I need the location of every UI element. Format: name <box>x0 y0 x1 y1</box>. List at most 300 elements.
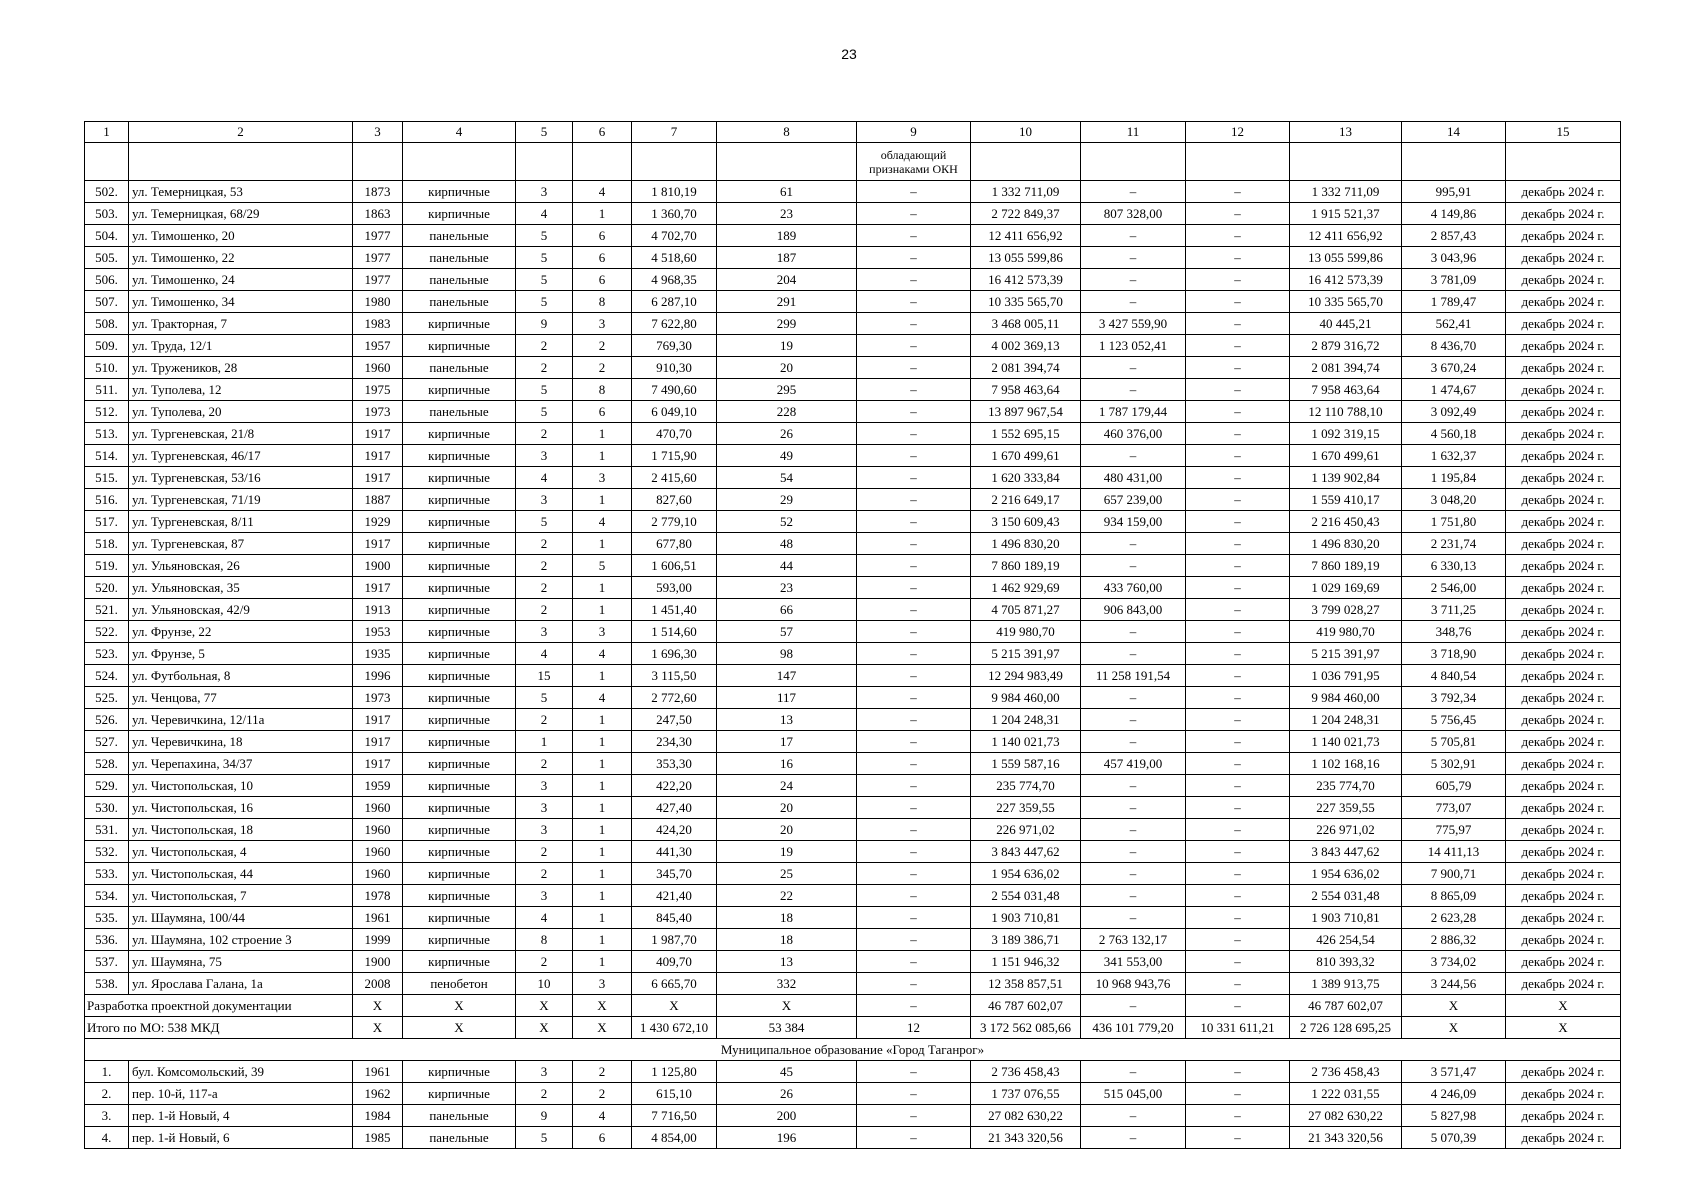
table-cell: – <box>1081 555 1186 577</box>
table-row <box>85 335 1621 357</box>
table-cell: 1 <box>573 775 632 797</box>
table-cell: – <box>1186 467 1290 489</box>
table-cell: 2. <box>85 1083 129 1105</box>
table-cell: – <box>1186 643 1290 665</box>
table-cell: кирпичные <box>403 775 516 797</box>
table-cell: 45 <box>717 1061 857 1083</box>
table-cell: 4 560,18 <box>1402 423 1506 445</box>
table-cell: 845,40 <box>632 907 717 929</box>
table-cell: – <box>1081 445 1186 467</box>
table-cell: 66 <box>717 599 857 621</box>
table-cell: – <box>1081 1061 1186 1083</box>
table-cell: – <box>1186 599 1290 621</box>
table-cell: 508. <box>85 313 129 335</box>
column-number-cell: 1 <box>85 122 129 143</box>
table-cell: 504. <box>85 225 129 247</box>
table-cell: 4 854,00 <box>632 1127 717 1149</box>
table-cell: кирпичные <box>403 335 516 357</box>
table-cell: кирпичные <box>403 467 516 489</box>
table-cell: декабрь 2024 г. <box>1506 951 1621 973</box>
address-cell: ул. Тимошенко, 20 <box>129 225 353 247</box>
table-cell: 49 <box>717 445 857 467</box>
address-cell: ул. Тракторная, 7 <box>129 313 353 335</box>
table-cell: 1 559 410,17 <box>1290 489 1402 511</box>
table-cell: – <box>857 665 971 687</box>
column-number-cell: 15 <box>1506 122 1621 143</box>
table-cell: декабрь 2024 г. <box>1506 577 1621 599</box>
table-cell: 1 102 168,16 <box>1290 753 1402 775</box>
address-cell: ул. Тимошенко, 34 <box>129 291 353 313</box>
municipality-title: Муниципальное образование «Город Таганрог» <box>85 1039 1621 1061</box>
table-cell: 2 546,00 <box>1402 577 1506 599</box>
table-cell: кирпичные <box>403 709 516 731</box>
table-cell: 2 <box>573 1083 632 1105</box>
table-cell: – <box>1081 731 1186 753</box>
table-cell: 5 <box>516 401 573 423</box>
table-cell: декабрь 2024 г. <box>1506 621 1621 643</box>
table-cell: 1977 <box>353 247 403 269</box>
table-cell: 4 149,86 <box>1402 203 1506 225</box>
table-cell: 187 <box>717 247 857 269</box>
table-cell: 1 606,51 <box>632 555 717 577</box>
table-cell: 3 <box>516 797 573 819</box>
table-cell: 807 328,00 <box>1081 203 1186 225</box>
table-cell: 3 189 386,71 <box>971 929 1081 951</box>
table-cell: – <box>1186 511 1290 533</box>
table-cell: 1999 <box>353 929 403 951</box>
table-cell: 3 <box>516 775 573 797</box>
table-cell: кирпичные <box>403 665 516 687</box>
table-cell: – <box>1186 181 1290 203</box>
table-row <box>85 489 1621 511</box>
table-cell: 1957 <box>353 335 403 357</box>
table-cell: 605,79 <box>1402 775 1506 797</box>
table-cell: 1 451,40 <box>632 599 717 621</box>
table-cell: – <box>1186 665 1290 687</box>
column-number-cell: 5 <box>516 122 573 143</box>
table-cell: 422,20 <box>632 775 717 797</box>
table-cell: 1 <box>573 819 632 841</box>
table-cell: панельные <box>403 269 516 291</box>
table-cell: 3 734,02 <box>1402 951 1506 973</box>
address-cell: ул. Шаумяна, 102 строение 3 <box>129 929 353 951</box>
table-cell: 234,30 <box>632 731 717 753</box>
column-number-cell: 9 <box>857 122 971 143</box>
table-cell: 2 <box>516 555 573 577</box>
table-cell: декабрь 2024 г. <box>1506 819 1621 841</box>
table-cell: 1 029 169,69 <box>1290 577 1402 599</box>
address-cell: ул. Ульяновская, 42/9 <box>129 599 353 621</box>
table-cell: 1 092 319,15 <box>1290 423 1402 445</box>
table-cell: 1 915 521,37 <box>1290 203 1402 225</box>
table-cell: 7 860 189,19 <box>971 555 1081 577</box>
table-cell: 1 <box>573 665 632 687</box>
table-cell: декабрь 2024 г. <box>1506 423 1621 445</box>
table-cell: 1935 <box>353 643 403 665</box>
table-cell: панельные <box>403 401 516 423</box>
table-cell: панельные <box>403 1127 516 1149</box>
table-row <box>85 863 1621 885</box>
table-cell: 3 <box>516 819 573 841</box>
empty-header-cell <box>1402 143 1506 181</box>
table-cell: 1. <box>85 1061 129 1083</box>
repair-program-table <box>84 121 1621 1149</box>
table-cell: 200 <box>717 1105 857 1127</box>
table-cell: – <box>857 1061 971 1083</box>
table-row <box>85 599 1621 621</box>
table-cell: – <box>857 489 971 511</box>
table-cell: 12 411 656,92 <box>971 225 1081 247</box>
table-row <box>85 577 1621 599</box>
table-cell: 4 705 871,27 <box>971 599 1081 621</box>
table-cell: 20 <box>717 357 857 379</box>
table-row <box>85 225 1621 247</box>
table-cell: 10 968 943,76 <box>1081 973 1186 995</box>
table-cell: – <box>1186 247 1290 269</box>
address-cell: ул. Чистопольская, 44 <box>129 863 353 885</box>
table-cell: 13 <box>717 709 857 731</box>
table-cell: 1 954 636,02 <box>1290 863 1402 885</box>
table-cell: декабрь 2024 г. <box>1506 1083 1621 1105</box>
table-cell: кирпичные <box>403 753 516 775</box>
table-cell: 1 123 052,41 <box>1081 335 1186 357</box>
table-cell: панельные <box>403 225 516 247</box>
table-cell: 1 514,60 <box>632 621 717 643</box>
table-cell: 1 204 248,31 <box>971 709 1081 731</box>
table-cell: 3 <box>573 973 632 995</box>
table-cell: 1917 <box>353 731 403 753</box>
table-cell: 1 <box>573 489 632 511</box>
address-cell: ул. Туполева, 20 <box>129 401 353 423</box>
table-cell: 3 718,90 <box>1402 643 1506 665</box>
table-cell: 1 496 830,20 <box>971 533 1081 555</box>
table-cell: кирпичные <box>403 489 516 511</box>
table-cell: 532. <box>85 841 129 863</box>
table-cell: 2 081 394,74 <box>1290 357 1402 379</box>
table-cell: 506. <box>85 269 129 291</box>
table-cell: – <box>1186 929 1290 951</box>
table-cell: X <box>1506 995 1621 1017</box>
table-cell: 228 <box>717 401 857 423</box>
table-cell: 2 <box>516 841 573 863</box>
table-cell: 14 411,13 <box>1402 841 1506 863</box>
table-cell: – <box>857 423 971 445</box>
table-cell: – <box>1081 863 1186 885</box>
table-cell: – <box>1081 621 1186 643</box>
table-cell: 2 <box>516 577 573 599</box>
empty-header-cell <box>971 143 1081 181</box>
table-cell: 348,76 <box>1402 621 1506 643</box>
table-cell: X <box>403 1017 516 1039</box>
address-cell: ул. Фрунзе, 22 <box>129 621 353 643</box>
address-cell: ул. Тургеневская, 71/19 <box>129 489 353 511</box>
table-cell: декабрь 2024 г. <box>1506 1061 1621 1083</box>
table-row <box>85 687 1621 709</box>
table-cell: 1900 <box>353 555 403 577</box>
table-cell: – <box>857 687 971 709</box>
table-cell: 5 <box>573 555 632 577</box>
table-cell: 18 <box>717 907 857 929</box>
table-cell: 1985 <box>353 1127 403 1149</box>
table-cell: декабрь 2024 г. <box>1506 555 1621 577</box>
table-cell: 117 <box>717 687 857 709</box>
table-cell: 8 436,70 <box>1402 335 1506 357</box>
table-cell: 5 <box>516 247 573 269</box>
table-cell: 1 737 076,55 <box>971 1083 1081 1105</box>
table-cell: 4 518,60 <box>632 247 717 269</box>
table-row <box>85 621 1621 643</box>
table-cell: 1917 <box>353 445 403 467</box>
table-cell: 1961 <box>353 1061 403 1083</box>
table-cell: кирпичные <box>403 577 516 599</box>
table-cell: 5 <box>516 1127 573 1149</box>
table-cell: 27 082 630,22 <box>971 1105 1081 1127</box>
table-row <box>85 445 1621 467</box>
table-cell: – <box>1186 687 1290 709</box>
table-cell: 480 431,00 <box>1081 467 1186 489</box>
table-cell: 409,70 <box>632 951 717 973</box>
table-cell: 1960 <box>353 357 403 379</box>
table-cell: 4 <box>573 643 632 665</box>
empty-header-cell <box>129 143 353 181</box>
table-cell: 5 302,91 <box>1402 753 1506 775</box>
table-cell: 528. <box>85 753 129 775</box>
table-cell: 6 287,10 <box>632 291 717 313</box>
table-cell: X <box>353 1017 403 1039</box>
table-cell: 470,70 <box>632 423 717 445</box>
table-cell: 7 958 463,64 <box>971 379 1081 401</box>
table-cell: – <box>1186 291 1290 313</box>
table-cell: 3 <box>573 313 632 335</box>
table-cell: декабрь 2024 г. <box>1506 599 1621 621</box>
table-cell: 61 <box>717 181 857 203</box>
table-cell: – <box>1186 621 1290 643</box>
table-cell: 534. <box>85 885 129 907</box>
address-cell: ул. Темерницкая, 53 <box>129 181 353 203</box>
table-cell: 1 151 946,32 <box>971 951 1081 973</box>
table-cell: 2 779,10 <box>632 511 717 533</box>
empty-header-cell <box>353 143 403 181</box>
table-cell: 8 <box>516 929 573 951</box>
table-cell: 527. <box>85 731 129 753</box>
table-cell: – <box>1081 247 1186 269</box>
table-cell: 1 <box>573 753 632 775</box>
table-cell: X <box>573 1017 632 1039</box>
table-row <box>85 907 1621 929</box>
table-cell: декабрь 2024 г. <box>1506 313 1621 335</box>
table-cell: – <box>1186 203 1290 225</box>
table-cell: 1 <box>573 841 632 863</box>
table-cell: 517. <box>85 511 129 533</box>
table-cell: 13 055 599,86 <box>1290 247 1402 269</box>
table-cell: – <box>1081 181 1186 203</box>
table-cell: кирпичные <box>403 1061 516 1083</box>
table-row <box>85 555 1621 577</box>
table-cell: кирпичные <box>403 181 516 203</box>
table-cell: 226 971,02 <box>1290 819 1402 841</box>
column9-note-cell: обладающий признаками ОКН <box>857 143 971 181</box>
table-cell: 4 <box>573 1105 632 1127</box>
table-cell: 769,30 <box>632 335 717 357</box>
table-cell: 3 043,96 <box>1402 247 1506 269</box>
table-cell: – <box>1186 1127 1290 1149</box>
table-cell: 3 <box>516 885 573 907</box>
table-row <box>85 203 1621 225</box>
table-cell: 2 736 458,43 <box>971 1061 1081 1083</box>
table-cell: 1 <box>573 709 632 731</box>
table-cell: 4 <box>516 643 573 665</box>
table-cell: 1978 <box>353 885 403 907</box>
table-cell: – <box>1186 533 1290 555</box>
table-cell: 2008 <box>353 973 403 995</box>
table-cell: 291 <box>717 291 857 313</box>
table-cell: 10 331 611,21 <box>1186 1017 1290 1039</box>
column-number-cell: 11 <box>1081 122 1186 143</box>
table-cell: – <box>857 247 971 269</box>
address-cell: ул. Тургеневская, 8/11 <box>129 511 353 533</box>
table-cell: 26 <box>717 423 857 445</box>
table-cell: 1 <box>573 907 632 929</box>
table-cell: 341 553,00 <box>1081 951 1186 973</box>
table-cell: – <box>857 907 971 929</box>
table-cell: – <box>857 863 971 885</box>
table-cell: 1 <box>573 577 632 599</box>
table-cell: 3 781,09 <box>1402 269 1506 291</box>
address-cell: ул. Черевичкина, 12/11а <box>129 709 353 731</box>
table-cell: 147 <box>717 665 857 687</box>
empty-header-cell <box>573 143 632 181</box>
table-cell: 1 496 830,20 <box>1290 533 1402 555</box>
table-cell: 5 215 391,97 <box>971 643 1081 665</box>
table-cell: кирпичные <box>403 731 516 753</box>
table-cell: 18 <box>717 929 857 951</box>
table-cell: – <box>1081 709 1186 731</box>
table-cell: 12 110 788,10 <box>1290 401 1402 423</box>
table-cell: 1 <box>573 203 632 225</box>
address-cell: ул. Чистопольская, 7 <box>129 885 353 907</box>
table-cell: кирпичные <box>403 203 516 225</box>
table-cell: 6 <box>573 225 632 247</box>
table-cell: декабрь 2024 г. <box>1506 401 1621 423</box>
table-cell: – <box>1186 335 1290 357</box>
table-row <box>85 423 1621 445</box>
table-cell: X <box>717 995 857 1017</box>
address-cell: ул. Чистопольская, 18 <box>129 819 353 841</box>
table-cell: панельные <box>403 357 516 379</box>
table-cell: декабрь 2024 г. <box>1506 709 1621 731</box>
table-cell: 4 968,35 <box>632 269 717 291</box>
table-cell: 538. <box>85 973 129 995</box>
column-number-cell: 3 <box>353 122 403 143</box>
table-cell: кирпичные <box>403 819 516 841</box>
table-cell: 11 258 191,54 <box>1081 665 1186 687</box>
municipality-title-row <box>85 1039 1621 1061</box>
address-cell: ул. Чистопольская, 10 <box>129 775 353 797</box>
table-cell: кирпичные <box>403 1083 516 1105</box>
table-cell: декабрь 2024 г. <box>1506 247 1621 269</box>
table-cell: 934 159,00 <box>1081 511 1186 533</box>
table-cell: 3 <box>516 181 573 203</box>
table-cell: 457 419,00 <box>1081 753 1186 775</box>
empty-header-cell <box>1506 143 1621 181</box>
table-cell: панельные <box>403 1105 516 1127</box>
table-cell: 5 <box>516 269 573 291</box>
table-cell: – <box>1081 797 1186 819</box>
table-cell: 4 <box>573 181 632 203</box>
table-cell: 29 <box>717 489 857 511</box>
empty-header-cell <box>1290 143 1402 181</box>
table-cell: 3 571,47 <box>1402 1061 1506 1083</box>
table-cell: 3 792,34 <box>1402 687 1506 709</box>
table-cell: 2 857,43 <box>1402 225 1506 247</box>
table-cell: – <box>857 775 971 797</box>
table-cell: X <box>1402 1017 1506 1039</box>
address-cell: ул. Футбольная, 8 <box>129 665 353 687</box>
table-cell: 1 <box>573 731 632 753</box>
table-cell: X <box>516 1017 573 1039</box>
table-cell: 810 393,32 <box>1290 951 1402 973</box>
table-cell: 1917 <box>353 533 403 555</box>
table-cell: 2 <box>573 335 632 357</box>
table-cell: 1929 <box>353 511 403 533</box>
table-cell: 524. <box>85 665 129 687</box>
table-cell: декабрь 2024 г. <box>1506 511 1621 533</box>
address-cell: ул. Фрунзе, 5 <box>129 643 353 665</box>
table-row <box>85 775 1621 797</box>
table-cell: 5 070,39 <box>1402 1127 1506 1149</box>
table-row <box>85 357 1621 379</box>
table-cell: 8 <box>573 379 632 401</box>
table-cell: декабрь 2024 г. <box>1506 885 1621 907</box>
table-cell: 827,60 <box>632 489 717 511</box>
table-cell: 4 <box>573 511 632 533</box>
table-cell: 19 <box>717 841 857 863</box>
table-cell: 2 <box>516 357 573 379</box>
table-cell: – <box>1081 885 1186 907</box>
table-cell: 3 <box>516 489 573 511</box>
table-cell: кирпичные <box>403 533 516 555</box>
table-cell: 1917 <box>353 467 403 489</box>
table-cell: 3 244,56 <box>1402 973 1506 995</box>
table-cell: 1 696,30 <box>632 643 717 665</box>
table-cell: 9 <box>516 313 573 335</box>
table-cell: 10 335 565,70 <box>971 291 1081 313</box>
column-number-cell: 10 <box>971 122 1081 143</box>
table-cell: – <box>1186 445 1290 467</box>
table-cell: 235 774,70 <box>1290 775 1402 797</box>
table-cell: – <box>857 995 971 1017</box>
table-cell: 345,70 <box>632 863 717 885</box>
table-cell: 1977 <box>353 269 403 291</box>
table-cell: 2 623,28 <box>1402 907 1506 929</box>
table-cell: 6 <box>573 269 632 291</box>
address-cell: ул. Черевичкина, 18 <box>129 731 353 753</box>
table-cell: декабрь 2024 г. <box>1506 533 1621 555</box>
table-cell: – <box>1186 819 1290 841</box>
table-cell: X <box>1506 1017 1621 1039</box>
table-cell: – <box>857 1105 971 1127</box>
table-cell: 3 711,25 <box>1402 599 1506 621</box>
table-cell: 15 <box>516 665 573 687</box>
table-cell: 299 <box>717 313 857 335</box>
address-cell: ул. Труда, 12/1 <box>129 335 353 357</box>
table-cell: 1 125,80 <box>632 1061 717 1083</box>
table-cell: декабрь 2024 г. <box>1506 1127 1621 1149</box>
table-cell: декабрь 2024 г. <box>1506 973 1621 995</box>
table-cell: 503. <box>85 203 129 225</box>
table-cell: 3 468 005,11 <box>971 313 1081 335</box>
table-cell: 19 <box>717 335 857 357</box>
